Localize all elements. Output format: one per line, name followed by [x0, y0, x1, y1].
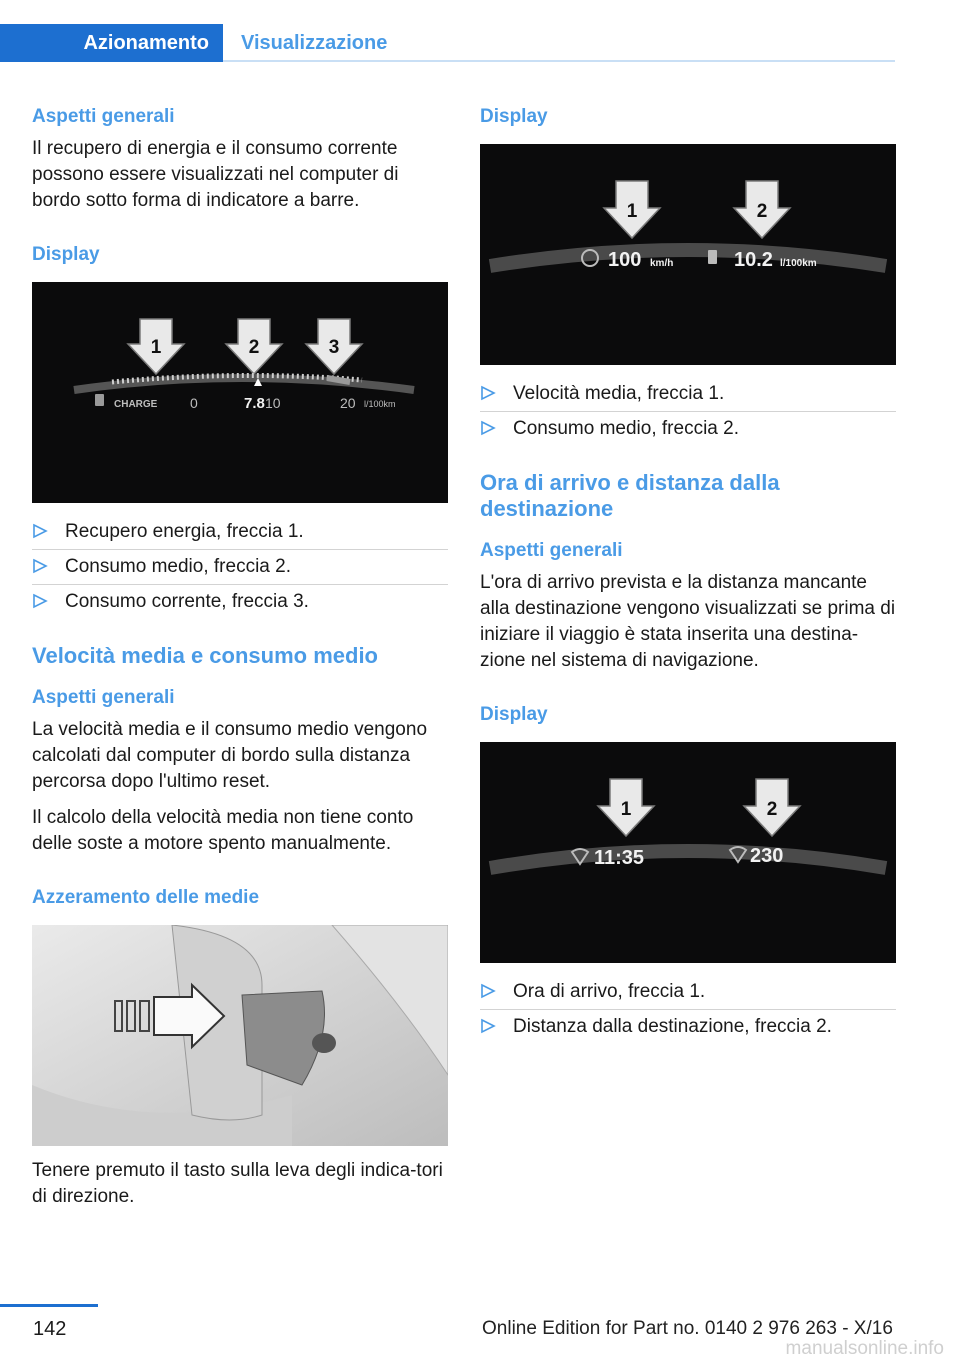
section-heading: Azzeramento delle medie: [32, 887, 260, 908]
tab-azionamento[interactable]: Azionamento: [0, 24, 223, 62]
arrow-label-1: 1: [620, 799, 632, 820]
list-item: Recupero energia, freccia 1.: [32, 515, 448, 550]
arrow-label-2: 2: [766, 799, 778, 820]
triangle-bullet-icon: [32, 593, 48, 609]
paragraph: Il calcolo della velocità media non tiene conto delle soste a motore spento manualmente.: [32, 807, 414, 854]
paragraph: La velocità media e il consumo medio vengono calcolati dal computer di bordo sulla distanza percorsa dopo l'ultimo reset.: [32, 719, 428, 792]
bar-indicator-figure: [32, 282, 448, 503]
bullet-list: [32, 515, 448, 619]
speed-value: 100: [608, 249, 642, 271]
arrow-label-1: 1: [150, 337, 162, 358]
page-number: 142: [33, 1318, 67, 1340]
list-item: Consumo medio, freccia 2.: [32, 550, 448, 585]
paragraph: Il recupero di energia e il consumo corrente possono essere visualizzati nel computer di bordo sotto forma di indicatore a barre.: [32, 138, 399, 211]
tick-0: 0: [190, 395, 198, 411]
consumption-value: 10.2: [734, 249, 773, 271]
triangle-bullet-icon: [480, 385, 496, 401]
consumption-unit: l/100km: [780, 258, 817, 269]
triangle-bullet-icon: [480, 983, 496, 999]
paragraph: Tenere premuto il tasto sulla leva degli indica‐tori di direzione.: [32, 1160, 443, 1207]
tick-20: 20: [340, 395, 356, 411]
arrival-time: 11:35: [594, 847, 645, 869]
stalk-button-figure: [32, 925, 448, 1146]
paragraph: L'ora di arrivo prevista e la distanza mancante alla destinazione vengono visualizzati se prima di iniziare il viaggio è stata inserita una destina‐zione nel sistema di navigazione.: [480, 572, 896, 671]
left-column: [32, 104, 448, 1220]
tab-underline: [223, 60, 895, 62]
list-item: Consumo medio, freccia 2.: [480, 412, 896, 446]
arrival-display-figure: [480, 742, 896, 963]
speed-unit: km/h: [650, 258, 674, 269]
display-heading: Display: [480, 704, 548, 725]
arrow-label-2: 2: [756, 201, 768, 222]
section-heading: Aspetti generali: [480, 540, 623, 561]
tab-visualizzazione[interactable]: Visualizzazione: [241, 32, 388, 54]
section-title: Velocità media e consumo medio: [32, 643, 378, 668]
display-heading: Display: [32, 244, 100, 265]
bullet-list: [480, 975, 896, 1044]
right-column: [480, 104, 896, 1068]
triangle-bullet-icon: [32, 523, 48, 539]
footer-rule: [0, 1304, 98, 1307]
section-heading: Aspetti generali: [32, 106, 175, 127]
tick-10: 10: [265, 395, 281, 411]
list-item: Ora di arrivo, freccia 1.: [480, 975, 896, 1010]
charge-label: CHARGE: [114, 399, 158, 410]
display-heading: Display: [480, 106, 548, 127]
header-tabs: [0, 24, 895, 62]
arrow-label-2: 2: [248, 337, 260, 358]
list-item: Velocità media, freccia 1.: [480, 377, 896, 412]
bullet-list: [480, 377, 896, 446]
section-heading: Aspetti generali: [32, 687, 175, 708]
section-title: Ora di arrivo e distanza dalla destinazione: [480, 470, 780, 521]
triangle-bullet-icon: [480, 420, 496, 436]
unit-label: l/100km: [364, 399, 396, 409]
watermark: manualsonline.info: [785, 1338, 944, 1359]
arrow-label-3: 3: [328, 337, 340, 358]
arrow-label-1: 1: [626, 201, 638, 222]
value-label: 7.8: [244, 395, 265, 412]
list-item: Distanza dalla destinazione, freccia 2.: [480, 1010, 896, 1044]
average-display-figure: [480, 144, 896, 365]
edition-note: Online Edition for Part no. 0140 2 976 263 - X/16: [482, 1318, 893, 1339]
triangle-bullet-icon: [480, 1018, 496, 1034]
destination-distance: 230: [750, 845, 784, 867]
triangle-bullet-icon: [32, 558, 48, 574]
list-item: Consumo corrente, freccia 3.: [32, 585, 448, 619]
